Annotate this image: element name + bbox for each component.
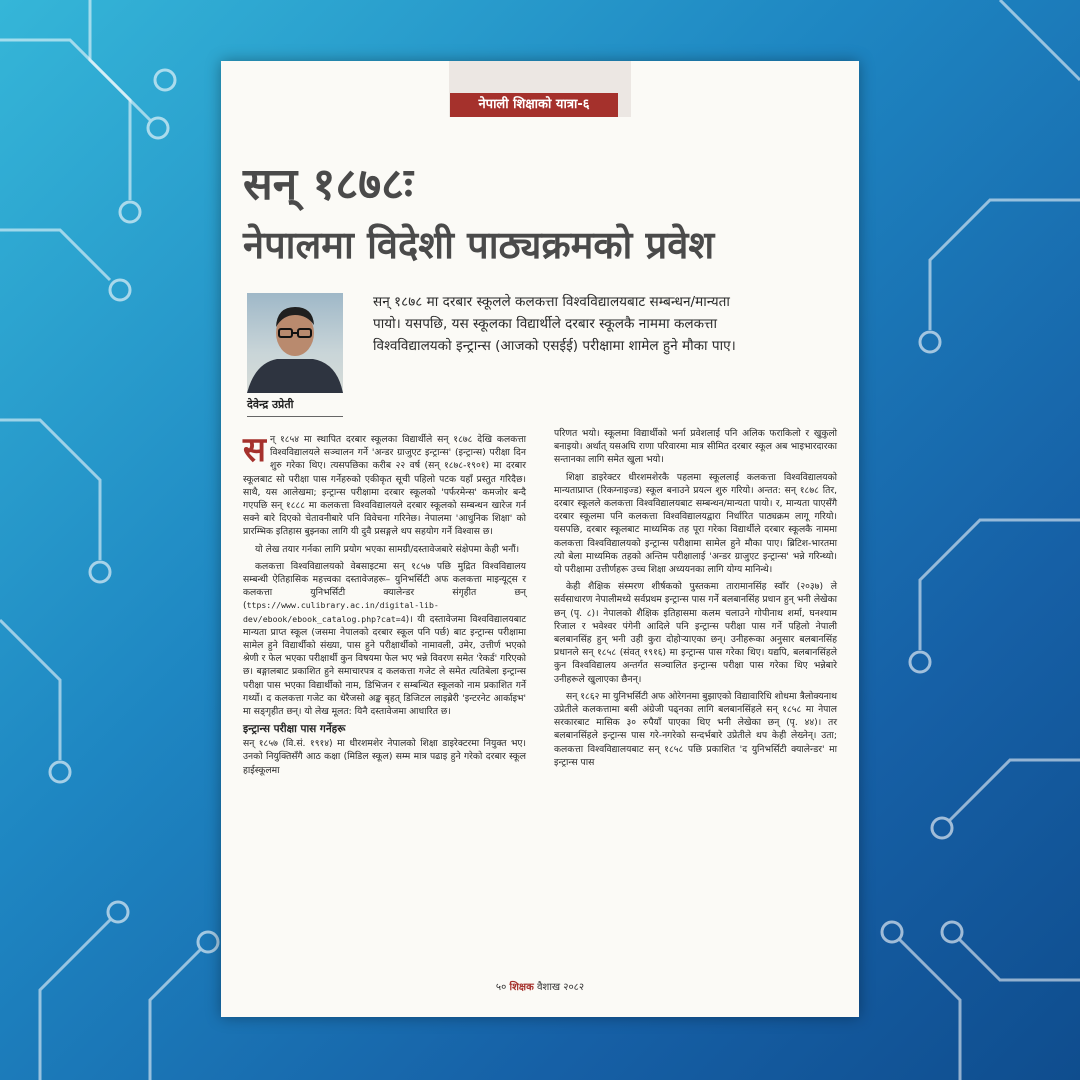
paragraph-text: न् १८५४ मा स्थापित दरबार स्कूलका विद्यार्थीले सन् १८७८ देखि कलकत्ता विश्वविद्यालयले सञ्चालन गर्ने 'अन्डर ग्राजुएट इन्ट्रान्स' (इन्ट्रान्स) परीक्षा दिन शुरु गरेका थिए। त्यसपछिका करीब २२ वर्ष (सन् १८७८-१९०१) मा दरबार स्कूलबाट सो परीक्षा पास गर्नेहरुको एकीकृत सूची पहिलो पटक यहाँ प्रस्तुत गरिदैछ। साथै, यस आलेखमा; इन्ट्रान्स परीक्षामा दरबार स्कूलको 'पर्फरमेन्स' कमजोर बन्दै गएपछि सन् १८८८ मा कलकत्ता विश्वविद्यालयले दरबार स्कूलको सम्बन्धन खारेज गर्न सक्ने बारे दिएको चेतावनीबारे पनि विवेचना गरिनेछ। नेपालमा 'आधुनिक शिक्षा' को प्रारम्भिक इतिहास बुझ्नका लागि यी दुवै प्रसङ्गले थप सहयोग गर्ने विश्वास छ। <box>243 434 526 538</box>
paragraph <box>243 430 526 539</box>
magazine-brand: शिक्षक <box>509 982 534 993</box>
issue-date: वैशाख २०८२ <box>536 982 585 993</box>
magazine-page <box>221 61 859 1017</box>
headline-line-1: सन् १८७८ः <box>243 159 413 210</box>
headline-line-2: नेपालमा विदेशी पाठ्यक्रमको प्रवेश <box>243 223 715 267</box>
source-url: ttps://www.culibrary.ac.in/digital-lib-dev/ebook/ebook_catalog.php?cat=4 <box>243 600 439 624</box>
paragraph-text: )। यी दस्तावेजमा विश्वविद्यालयबाट मान्यता प्राप्त स्कूल (जसमा नेपालको दरबार स्कूल पनि पर्छ) बाट इन्ट्रान्स परीक्षामा सामेल हुने विद्यार्थीको संख्या, पास हुने परीक्षार्थीको नामावली, उमेर, उत्तीर्ण भएको श्रेणी र फेल भएका परीक्षार्थी कुन विषयमा फेल भए भन्ने विवरण समेत 'रेकर्ड' गरिएको छ। बङ्गालबाट प्रकाशित हुने समाचारपत्र द कलकत्ता गजेट ले समेत त्यतिबेला इन्ट्रान्स परीक्षा पास भएका विद्यार्थीको नाम, डिभिजन र सम्बन्धित स्कूलको नाम प्रकाशित गर्ने गर्थ्यो। द कलकत्ता गजेट का धेरैजसो अङ्क बृहत् डिजिटल लाइब्रेरी 'इन्टरनेट आर्काइभ' मा सङ्गृहीत छन्। यो लेख मूलत: यिनै दस्तावेजमा आधारित छ। <box>243 613 526 718</box>
paragraph: यो लेख तयार गर्नका लागि प्रयोग भएका सामग्री/दस्तावेजबारे संक्षेपमा केही भनौं। <box>255 543 520 555</box>
standfirst: सन् १८७८ मा दरबार स्कूलले कलकत्ता विश्वविद्यालयबाट सम्बन्धन/मान्यता पायो। यसपछि, यस स्कूलका विद्यार्थीले दरबार स्कूलकै नाममा कलकत्ता विश्वविद्यालयको इन्ट्रान्स (आजको एसईई) परीक्षामा शामेल हुने मौका पाए। <box>373 294 736 354</box>
paragraph: शिक्षा डाइरेक्टर धीरशमशेरकै पहलमा स्कूललाई कलकत्ता विश्वविद्यालयको मान्यताप्राप्त (रिकग्नाइज्ड) स्कूल बनाउने प्रयत्न शुरु गरियो। अन्तत: सन् १८७८ तिर, दरबार स्कूलले कलकत्ता विश्वविद्यालयबाट सम्बन्धन/मान्यता पायो। र, मान्यता पाएसँगै दरबार स्कूलमा पनि कलकत्ता विश्वविद्यालयद्वारा निर्धारित पाठ्यक्रम लागू गरियो। यसपछि, दरबार स्कूलबाट माध्यमिक तह पूरा गरेका विद्यार्थीले दरबार स्कूलकै नाममा कलकत्ता विश्वविद्यालयको इन्ट्रान्स परीक्षामा सामेल हुने मौका पाए। ब्रिटिश-भारतमा त्यो बेला माध्यमिक तहको अन्तिम परीक्षालाई 'अन्डर ग्राजुएट इन्ट्रान्स' भन्ने गरिन्थ्यो। यो परीक्षामा उत्तीर्णहरू उच्च शिक्षा अध्ययनका लागि योग्य मानिन्थे। <box>554 471 837 576</box>
section-heading: इन्ट्रान्स परीक्षा पास गर्नेहरू <box>243 723 346 736</box>
page-footer <box>221 979 859 993</box>
drop-cap: स <box>243 430 266 470</box>
paragraph: परिणत भयो। स्कूलमा विद्यार्थीको भर्ना प्रवेशलाई पनि अलिक फराकिलो र खुकुलो बनाइयो। अर्थात् यसअघि राणा परिवारमा मात्र सीमित दरबार स्कूल अब भाइभारदारका सन्तानका लागि समेत खुला भयो। <box>554 428 837 466</box>
article-column-left <box>243 430 526 953</box>
series-tag: नेपाली शिक्षाको यात्रा-६ <box>450 93 618 117</box>
author-portrait-icon <box>247 293 343 393</box>
paragraph <box>243 560 526 718</box>
paragraph: सन् १८५७ (वि.सं. १९१४) मा धीरशमशेर नेपालको शिक्षा डाइरेक्टरमा नियुक्त भए। उनको नियुक्तिसँगै आठ कक्षा (मिडिल स्कूल) सम्म मात्र पढाइ हुने गरेको दरबार स्कूल हाईस्कूलमा <box>243 738 526 776</box>
author-name: देवेन्द्र उप्रेती <box>247 398 294 411</box>
author-photo <box>247 293 343 393</box>
paragraph: सन् १८६२ मा युनिभर्सिटी अफ ओरेगनमा बुझाएको विद्यावारिधि शोधमा त्रैलोक्यनाथ उप्रेतीले कलकत्तामा बसी अंग्रेजी पढ्नका लागि बलबानसिंहले सन् १८५८ मा नेपाल सरकारबाट मासिक ३० रुपैयाँ पाएका थिए भनी लेखेका छन् (पृ. ४४)। तर बलबानसिंहले इन्ट्रान्स पास गरे-नगरेको सन्दर्भबारे उप्रेतीले थप केही लेख्नेन्। उता; कलकत्ता विश्वविद्यालयबाट सन् १८५८ पछि प्रकाशित 'द युनिभर्सिटी क्यालेन्डर' मा इन्ट्रान्स पास <box>554 690 837 768</box>
paragraph-text: कलकत्ता विश्वविद्यालयको वेबसाइटमा सन् १८५७ पछि मुद्रित विश्वविद्यालय सम्बन्धी ऐतिहासिक महत्त्वका दस्तावेजहरू– युनिभर्सिटी अफ कलकत्ता माइन्यूट्स र कलकत्ता युनिभर्सिटी क्यालेन्डर संगृहीत छन् ( <box>243 560 526 612</box>
page-number: ५० <box>495 982 507 993</box>
article-column-right <box>554 427 837 957</box>
paragraph: केही शैक्षिक संस्मरण शीर्षकको पुस्तकमा तारामानसिंह स्वाँर (२०३७) ले सर्वसाधारण नेपालीमध्ये सर्वप्रथम इन्ट्रान्स पास गर्ने बलबानसिंह प्रधान हुन् भनी लेखेका छन् (पृ. ८)। नेपालको शैक्षिक इतिहासमा कलम चलाउने गोपीनाथ शर्मा, घनश्याम रिजाल र भवेश्वर पंगेनी आदिले पनि इन्ट्रान्स परीक्षा पास गर्ने पहिलो नेपाली बलबानसिंह हुन् भनी उही कुरा दोहोर्‍याएका छन्। उनीहरूका अनुसार बलबानसिंह प्रधानले सन् १८५८ (संवत् १९१६) मा इन्ट्रान्स पास गरेका थिए। यद्यपि, बलबानसिंहले कुन विश्वविद्यालय अन्तर्गत सञ्चालित इन्ट्रान्स परीक्षा पास गरेका थिए भन्नेबारे उनीहरूले खुलाएका छैनन्। <box>554 581 837 685</box>
author-divider <box>247 416 343 417</box>
